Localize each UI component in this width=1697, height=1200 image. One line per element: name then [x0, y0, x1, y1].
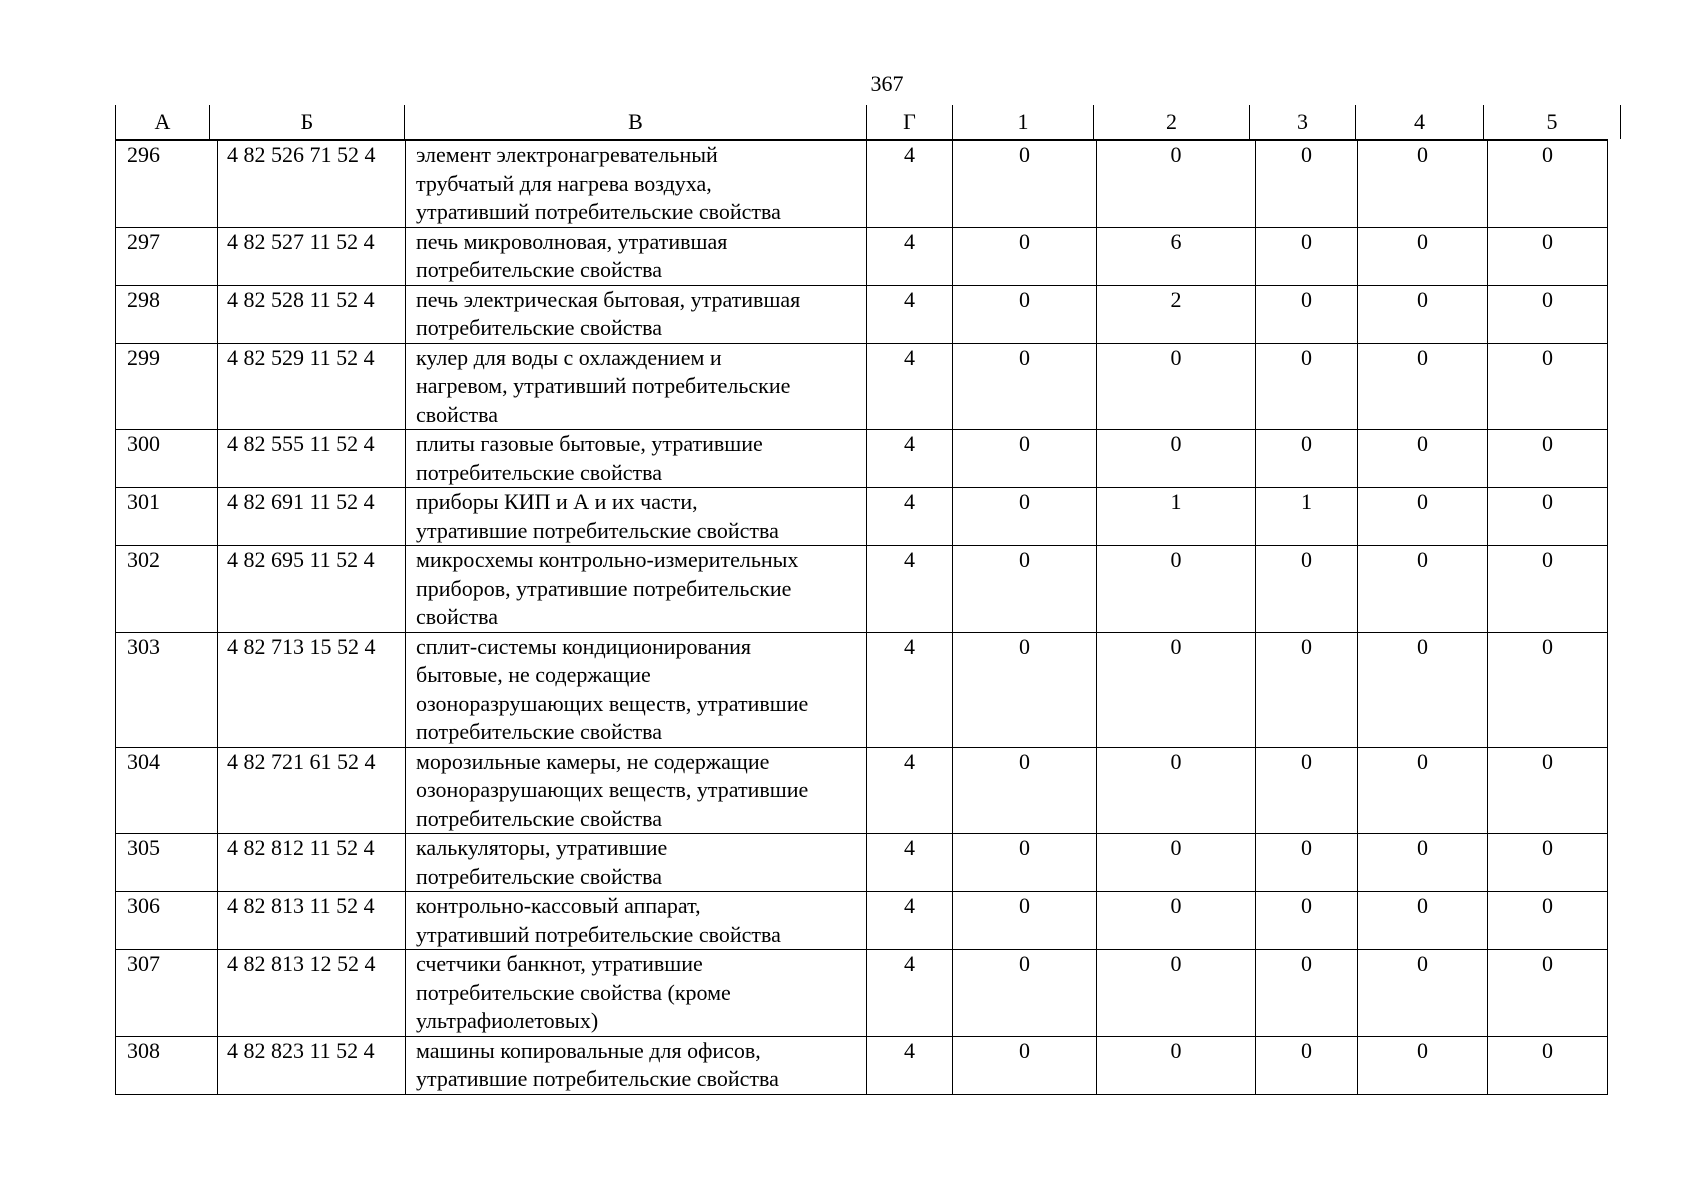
- cell-col-4: 0: [1358, 546, 1488, 633]
- cell-col-4: 0: [1358, 430, 1488, 488]
- cell-code: 4 82 812 11 52 4: [218, 834, 406, 892]
- cell-col-1: 0: [953, 343, 1097, 430]
- column-header-2: 2: [1094, 105, 1250, 139]
- table-row: [116, 632, 1608, 747]
- cell-col-2: 0: [1097, 1036, 1256, 1094]
- cell-col-1: 0: [953, 430, 1097, 488]
- cell-col-3: 0: [1256, 546, 1358, 633]
- cell-description: калькуляторы, утратившие потребительские свойства: [406, 834, 867, 892]
- cell-code: 4 82 695 11 52 4: [218, 546, 406, 633]
- cell-description: кулер для воды с охлаждением и нагревом, утративший потребительские свойства: [406, 343, 867, 430]
- cell-col-2: 0: [1097, 834, 1256, 892]
- cell-col-g: 4: [867, 430, 953, 488]
- cell-col-5: 0: [1488, 140, 1608, 227]
- cell-col-2: 0: [1097, 892, 1256, 950]
- cell-col-3: 0: [1256, 747, 1358, 834]
- cell-col-5: 0: [1488, 950, 1608, 1037]
- cell-col-5: 0: [1488, 892, 1608, 950]
- cell-col-3: 0: [1256, 140, 1358, 227]
- cell-col-2: 2: [1097, 285, 1256, 343]
- cell-col-4: 0: [1358, 227, 1488, 285]
- cell-row-number: 297: [116, 227, 218, 285]
- cell-col-4: 0: [1358, 343, 1488, 430]
- cell-col-3: 1: [1256, 488, 1358, 546]
- cell-description: элемент электронагревательный трубчатый для нагрева воздуха, утративший потребительские свойства: [406, 140, 867, 227]
- table-row: [116, 488, 1608, 546]
- cell-col-g: 4: [867, 834, 953, 892]
- cell-col-5: 0: [1488, 632, 1608, 747]
- cell-description: печь микроволновая, утратившая потребительские свойства: [406, 227, 867, 285]
- column-header-v: В: [405, 105, 867, 139]
- cell-row-number: 304: [116, 747, 218, 834]
- column-header-a: А: [116, 105, 210, 139]
- cell-col-4: 0: [1358, 950, 1488, 1037]
- column-header-b: Б: [210, 105, 405, 139]
- cell-col-1: 0: [953, 834, 1097, 892]
- cell-col-4: 0: [1358, 140, 1488, 227]
- cell-col-g: 4: [867, 632, 953, 747]
- cell-col-1: 0: [953, 227, 1097, 285]
- cell-row-number: 305: [116, 834, 218, 892]
- cell-col-5: 0: [1488, 546, 1608, 633]
- cell-col-2: 0: [1097, 747, 1256, 834]
- table-row: [116, 1036, 1608, 1094]
- cell-col-g: 4: [867, 892, 953, 950]
- cell-col-5: 0: [1488, 488, 1608, 546]
- cell-col-3: 0: [1256, 285, 1358, 343]
- cell-col-5: 0: [1488, 285, 1608, 343]
- cell-row-number: 299: [116, 343, 218, 430]
- cell-description: машины копировальные для офисов, утратившие потребительские свойства: [406, 1036, 867, 1094]
- cell-description: счетчики банкнот, утратившие потребительские свойства (кроме ультрафиолетовых): [406, 950, 867, 1037]
- cell-col-4: 0: [1358, 834, 1488, 892]
- table-row: [116, 227, 1608, 285]
- cell-description: морозильные камеры, не содержащие озоноразрушающих веществ, утратившие потребительские свойства: [406, 747, 867, 834]
- cell-col-g: 4: [867, 546, 953, 633]
- column-header-4: 4: [1356, 105, 1484, 139]
- cell-code: 4 82 813 11 52 4: [218, 892, 406, 950]
- cell-col-2: 0: [1097, 546, 1256, 633]
- cell-col-g: 4: [867, 488, 953, 546]
- column-header-1: 1: [953, 105, 1094, 139]
- table-row: [116, 950, 1608, 1037]
- cell-col-2: 0: [1097, 430, 1256, 488]
- cell-code: 4 82 529 11 52 4: [218, 343, 406, 430]
- cell-code: 4 82 526 71 52 4: [218, 140, 406, 227]
- cell-code: 4 82 528 11 52 4: [218, 285, 406, 343]
- cell-row-number: 302: [116, 546, 218, 633]
- cell-col-2: 0: [1097, 343, 1256, 430]
- cell-col-3: 0: [1256, 632, 1358, 747]
- cell-description: микросхемы контрольно-измерительных приборов, утратившие потребительские свойства: [406, 546, 867, 633]
- table-row: [116, 343, 1608, 430]
- cell-col-g: 4: [867, 343, 953, 430]
- cell-col-4: 0: [1358, 892, 1488, 950]
- cell-col-5: 0: [1488, 747, 1608, 834]
- cell-col-2: 0: [1097, 140, 1256, 227]
- cell-description: приборы КИП и А и их части, утратившие потребительские свойства: [406, 488, 867, 546]
- cell-col-1: 0: [953, 488, 1097, 546]
- table-row: [116, 140, 1608, 227]
- cell-description: сплит-системы кондиционирования бытовые, не содержащие озоноразрушающих веществ, утратившие потребительские свойства: [406, 632, 867, 747]
- table-row: [116, 892, 1608, 950]
- cell-col-5: 0: [1488, 1036, 1608, 1094]
- table-row: [116, 834, 1608, 892]
- column-header-3: 3: [1250, 105, 1356, 139]
- cell-code: 4 82 527 11 52 4: [218, 227, 406, 285]
- cell-description: плиты газовые бытовые, утратившие потребительские свойства: [406, 430, 867, 488]
- cell-col-g: 4: [867, 1036, 953, 1094]
- table-row: [116, 285, 1608, 343]
- cell-col-4: 0: [1358, 632, 1488, 747]
- page-number: 367: [870, 71, 904, 96]
- cell-code: 4 82 713 15 52 4: [218, 632, 406, 747]
- cell-col-1: 0: [953, 140, 1097, 227]
- cell-col-3: 0: [1256, 834, 1358, 892]
- cell-row-number: 301: [116, 488, 218, 546]
- cell-col-3: 0: [1256, 430, 1358, 488]
- cell-col-1: 0: [953, 892, 1097, 950]
- table-row: [116, 747, 1608, 834]
- cell-row-number: 298: [116, 285, 218, 343]
- cell-col-5: 0: [1488, 430, 1608, 488]
- cell-col-2: 0: [1097, 950, 1256, 1037]
- cell-col-4: 0: [1358, 747, 1488, 834]
- cell-col-g: 4: [867, 285, 953, 343]
- cell-col-5: 0: [1488, 227, 1608, 285]
- cell-col-5: 0: [1488, 343, 1608, 430]
- cell-col-2: 1: [1097, 488, 1256, 546]
- cell-col-4: 0: [1358, 285, 1488, 343]
- table-row: [116, 430, 1608, 488]
- waste-classification-table: [115, 139, 1608, 1095]
- cell-code: 4 82 813 12 52 4: [218, 950, 406, 1037]
- cell-col-g: 4: [867, 140, 953, 227]
- cell-row-number: 296: [116, 140, 218, 227]
- cell-col-1: 0: [953, 285, 1097, 343]
- column-header-5: 5: [1484, 105, 1621, 139]
- cell-description: контрольно-кассовый аппарат, утративший потребительские свойства: [406, 892, 867, 950]
- cell-col-2: 0: [1097, 632, 1256, 747]
- table-body: [116, 140, 1608, 1094]
- cell-col-1: 0: [953, 632, 1097, 747]
- cell-col-1: 0: [953, 747, 1097, 834]
- cell-col-3: 0: [1256, 343, 1358, 430]
- cell-col-g: 4: [867, 747, 953, 834]
- cell-col-4: 0: [1358, 1036, 1488, 1094]
- cell-col-1: 0: [953, 546, 1097, 633]
- header-row: [116, 105, 1621, 139]
- cell-code: 4 82 555 11 52 4: [218, 430, 406, 488]
- cell-row-number: 306: [116, 892, 218, 950]
- column-header-g: Г: [867, 105, 953, 139]
- cell-description: печь электрическая бытовая, утратившая потребительские свойства: [406, 285, 867, 343]
- cell-col-3: 0: [1256, 227, 1358, 285]
- cell-code: 4 82 823 11 52 4: [218, 1036, 406, 1094]
- cell-code: 4 82 721 61 52 4: [218, 747, 406, 834]
- cell-row-number: 307: [116, 950, 218, 1037]
- cell-col-2: 6: [1097, 227, 1256, 285]
- cell-col-g: 4: [867, 950, 953, 1037]
- table-header: [115, 105, 1621, 139]
- cell-row-number: 300: [116, 430, 218, 488]
- table-row: [116, 546, 1608, 633]
- cell-col-4: 0: [1358, 488, 1488, 546]
- cell-row-number: 308: [116, 1036, 218, 1094]
- cell-col-5: 0: [1488, 834, 1608, 892]
- cell-col-1: 0: [953, 950, 1097, 1037]
- cell-code: 4 82 691 11 52 4: [218, 488, 406, 546]
- cell-col-1: 0: [953, 1036, 1097, 1094]
- cell-col-g: 4: [867, 227, 953, 285]
- cell-row-number: 303: [116, 632, 218, 747]
- cell-col-3: 0: [1256, 892, 1358, 950]
- cell-col-3: 0: [1256, 950, 1358, 1037]
- cell-col-3: 0: [1256, 1036, 1358, 1094]
